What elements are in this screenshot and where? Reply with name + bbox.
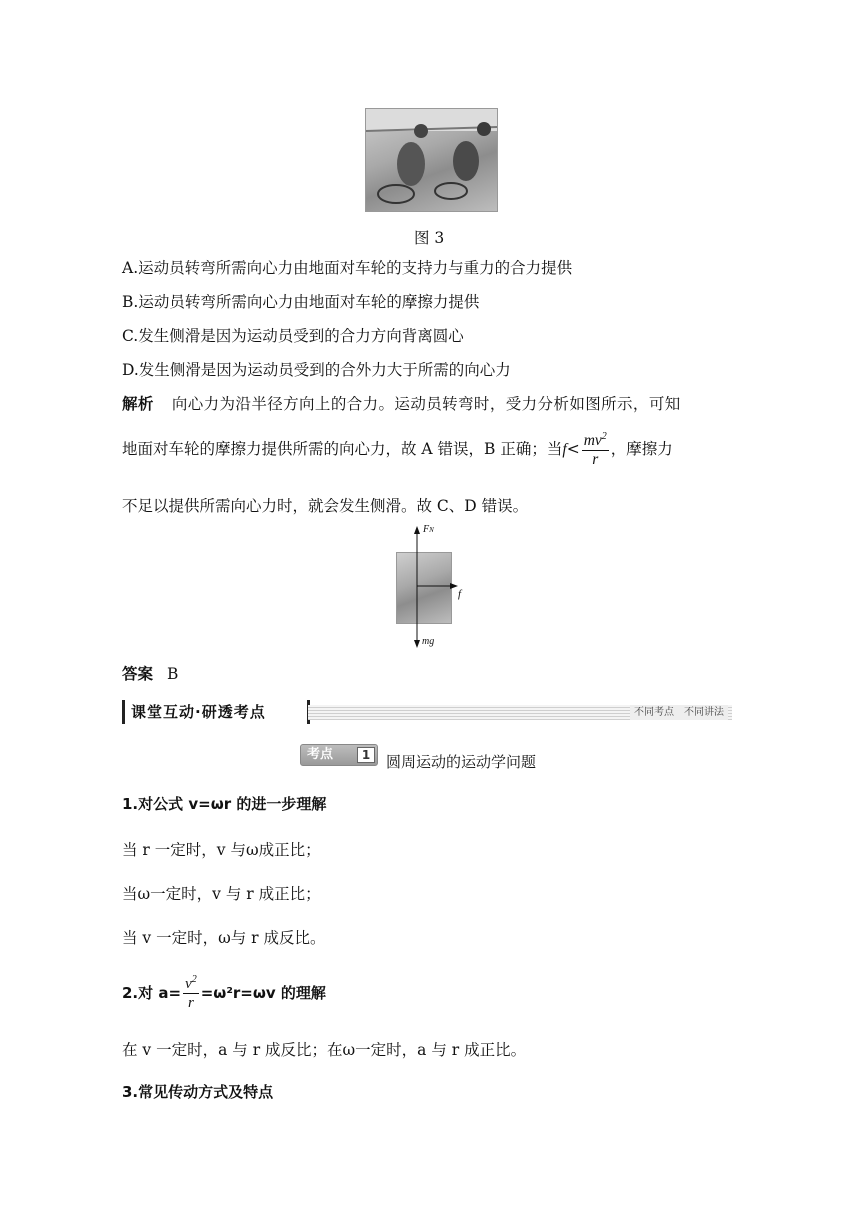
point2-numerator: v	[185, 976, 192, 992]
option-b: B.运动员转弯所需向心力由地面对车轮的摩擦力提供	[122, 293, 480, 311]
answer-value: B	[167, 665, 179, 683]
kaodian-title: 圆周运动的运动学问题	[386, 753, 537, 771]
point1-line-1: 当 r 一定时，v 与ω成正比；	[122, 841, 321, 859]
less-than-sign: <	[566, 440, 580, 458]
point2-line-1: 在 v 一定时，a 与 r 成反比；在ω一定时，a 与 r 成正比。	[122, 1041, 527, 1059]
gravity-label: mg	[422, 636, 435, 647]
friction-symbol: f	[562, 441, 567, 458]
point1-heading: 1.对公式 v=ωr 的进一步理解	[122, 795, 327, 813]
point2-heading-post: =ω²r=ωv 的理解	[200, 984, 326, 1002]
centripetal-fraction: $\frac{mv^2}{r}$	[583, 430, 607, 468]
analysis-text-1: 向心力为沿半径方向上的合力。运动员转弯时，受力分析如图所示，可知	[171, 395, 681, 413]
analysis-line-2	[122, 430, 673, 469]
fraction-numerator: mv	[583, 431, 602, 449]
point1-line-2: 当ω一定时，v 与 r 成正比；	[122, 885, 321, 903]
point2-heading	[122, 972, 326, 1014]
analysis-text-2b: ，摩擦力	[610, 440, 673, 458]
point1-line-3: 当 v 一定时，ω与 r 成反比。	[122, 929, 326, 947]
option-a: A.运动员转弯所需向心力由地面对车轮的支持力与重力的合力提供	[122, 259, 573, 277]
answer-label: 答案	[122, 664, 154, 683]
point2-heading-pre: 2.对 a=	[122, 984, 182, 1002]
kaodian-badge	[300, 744, 378, 766]
analysis-line-1	[122, 394, 681, 414]
section-tag: 不同考点 不同讲法	[630, 705, 728, 720]
cyclists-illustration	[366, 109, 497, 211]
point3-heading: 3.常见传动方式及特点	[122, 1083, 274, 1101]
section-banner	[122, 700, 732, 724]
cyclists-photo	[365, 108, 498, 212]
figure-caption: 图 3	[414, 229, 445, 247]
force-arrows	[380, 524, 480, 650]
answer-line	[122, 664, 178, 684]
analysis-line-3: 不足以提供所需向心力时，就会发生侧滑。故 C、D 错误。	[122, 497, 529, 515]
kaodian-number: 1	[357, 747, 375, 763]
friction-label: f	[458, 588, 462, 600]
force-diagram	[380, 524, 480, 650]
analysis-text-2: 地面对车轮的摩擦力提供所需的向心力，故 A 错误，B 正确；当	[122, 440, 563, 458]
analysis-label: 解析	[122, 394, 154, 413]
section-title: 课堂互动·研透考点	[122, 700, 310, 724]
normal-force-label: FN	[423, 524, 434, 535]
point2-denominator: r	[187, 995, 194, 1011]
fraction-denominator: r	[592, 450, 599, 468]
kaodian-label: 考点	[307, 747, 334, 762]
point2-fraction: $\frac{v^2}{r}$	[185, 974, 197, 1011]
option-c: C.发生侧滑是因为运动员受到的合力方向背离圆心	[122, 327, 464, 345]
option-d: D.发生侧滑是因为运动员受到的合外力大于所需的向心力	[122, 361, 511, 379]
